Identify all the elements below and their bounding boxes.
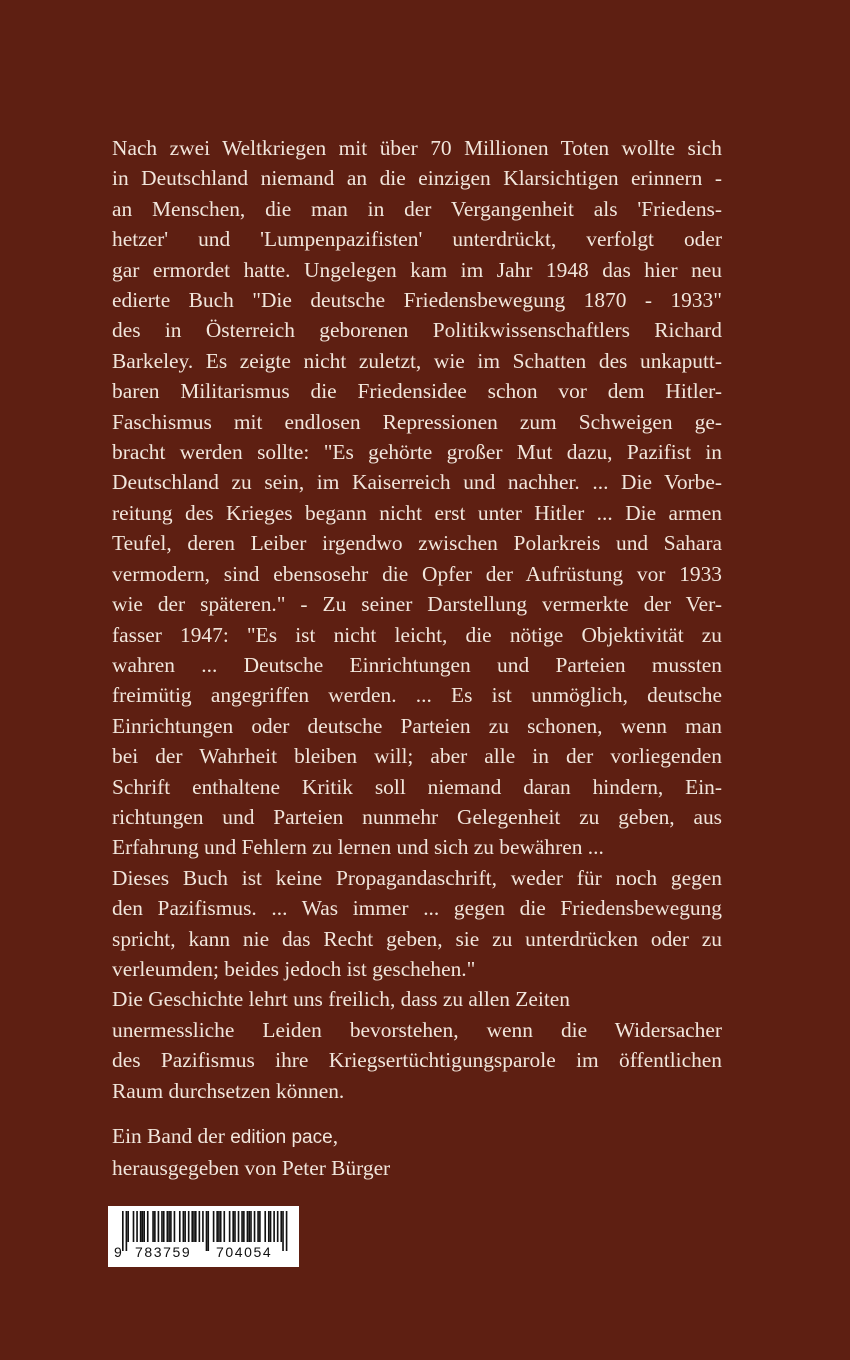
barcode-bar — [142, 1211, 144, 1242]
barcode-bar — [127, 1211, 129, 1242]
isbn-group-right: 704054 — [216, 1244, 273, 1260]
barcode-bar — [147, 1211, 149, 1242]
barcode-bar — [184, 1211, 186, 1242]
blurb-line: Teufel, deren Leiber irgendwo zwischen Polarkreis und Sahara — [112, 531, 722, 556]
blurb-line: den Pazifismus. ... Was immer ... gegen die Friedensbewegung — [112, 896, 722, 921]
barcode-bar — [213, 1211, 215, 1242]
barcode-bar — [268, 1211, 270, 1242]
barcode-bar — [243, 1211, 245, 1242]
barcode-bar — [161, 1211, 163, 1242]
isbn-number — [108, 1244, 299, 1264]
blurb-line: verleumden; beides jedoch ist geschehen." — [112, 956, 476, 981]
blurb-line: reitung des Krieges begann nicht erst unter Hitler ... Die armen — [112, 500, 722, 525]
series-suffix: , — [332, 1124, 339, 1148]
blurb-line: in Deutschland niemand an die einzigen Klarsichtigen erinnern - — [112, 166, 722, 191]
blurb-line: Die Geschichte lehrt uns freilich, dass zu allen Zeiten — [112, 987, 570, 1012]
barcode-bar — [188, 1211, 190, 1242]
barcode-bar — [193, 1211, 195, 1242]
blurb-line: Faschismus mit endlosen Repressionen zum Schweigen ge- — [112, 409, 722, 434]
barcode-bar — [136, 1211, 138, 1242]
blurb-line: Barkeley. Es zeigte nicht zuletzt, wie im Schatten des unkaputt- — [112, 348, 722, 373]
blurb-line: richtungen und Parteien nunmehr Gelegenheit zu geben, aus — [112, 804, 722, 829]
blurb-line: Schrift enthaltene Kritik soll niemand daran hindern, Ein- — [112, 774, 722, 799]
series-editor: herausgegeben von Peter Bürger — [112, 1156, 391, 1180]
blurb-line: bracht werden sollte: "Es gehörte großer Mut dazu, Pazifist in — [112, 440, 722, 465]
barcode-bar — [143, 1211, 145, 1242]
blurb-line: Dieses Buch ist keine Propagandaschrift, weder für noch gegen — [112, 865, 722, 890]
blurb-line: wie der späteren." - Zu seiner Darstellung vermerkte der Ver- — [112, 592, 722, 617]
blurb-line: edierte Buch "Die deutsche Friedensbewegung 1870 - 1933" — [112, 288, 722, 313]
barcode-bar — [183, 1211, 185, 1242]
barcode-bar — [241, 1211, 243, 1242]
barcode-bar — [220, 1211, 222, 1242]
barcode-bar — [270, 1211, 272, 1242]
blurb-line: spricht, kann nie das Recht geben, sie zu unterdrücken oder zu — [112, 926, 722, 951]
blurb-line: des in Österreich geborenen Politikwissenschaftlers Richard — [112, 318, 722, 343]
barcode-bar — [216, 1211, 218, 1242]
blurb-line: hetzer' und 'Lumpenpazifisten' unterdrückt, verfolgt oder — [112, 227, 722, 252]
barcode-bar — [247, 1211, 249, 1242]
barcode-bar — [273, 1211, 275, 1242]
series-line — [112, 1121, 612, 1153]
blurb-line: vermodern, sind ebensosehr die Opfer der Aufrüstung vor 1933 — [112, 561, 722, 586]
blurb-line: gar ermordet hatte. Ungelegen kam im Jahr 1948 das hier neu — [112, 257, 722, 282]
blurb-line: unermessliche Leiden bevorstehen, wenn die Widersacher — [112, 1017, 722, 1042]
barcode-bar — [133, 1211, 135, 1242]
barcode-bar — [280, 1211, 282, 1242]
barcode-bar — [179, 1211, 181, 1242]
blurb-line: Erfahrung und Fehlern zu lernen und sich zu bewähren ... — [112, 835, 604, 860]
barcode-bar — [202, 1211, 204, 1242]
blurb-line: bei der Wahrheit bleiben will; aber alle in der vorliegenden — [112, 744, 722, 769]
barcode-bar — [229, 1211, 231, 1242]
barcode-bar — [218, 1211, 220, 1242]
barcode-bar — [199, 1211, 201, 1242]
barcode-bar — [234, 1211, 236, 1242]
blurb-line: Raum durchsetzen können. — [112, 1078, 345, 1103]
barcode-bar — [163, 1211, 165, 1242]
blurb-line: wahren ... Deutsche Einrichtungen und Parteien mussten — [112, 652, 722, 677]
blurb-line: baren Militarismus die Friedensidee schon vor dem Hitler- — [112, 379, 722, 404]
blurb-line: freimütig angegriffen werden. ... Es ist unmöglich, deutsche — [112, 683, 722, 708]
barcode-bar — [264, 1211, 266, 1242]
barcode-bar — [232, 1211, 234, 1242]
barcode-bar — [191, 1211, 193, 1242]
series-brand: edition pace — [230, 1127, 333, 1148]
barcode-bar — [158, 1211, 160, 1242]
series-prefix: Ein Band der — [112, 1124, 231, 1148]
series-note — [112, 1121, 612, 1184]
barcode-bar — [170, 1211, 172, 1242]
barcode-bar — [168, 1211, 170, 1242]
barcode-bar — [152, 1211, 154, 1242]
barcode-bar — [174, 1211, 176, 1242]
barcode-bar — [238, 1211, 240, 1242]
blurb-text — [112, 133, 722, 1106]
barcode-bar — [277, 1211, 279, 1242]
barcode-bar — [259, 1211, 261, 1242]
blurb-line: Nach zwei Weltkriegen mit über 70 Millionen Toten wollte sich — [112, 136, 722, 160]
barcode-bar — [195, 1211, 197, 1242]
blurb-line: fasser 1947: "Es ist nicht leicht, die nötige Objektivität zu — [112, 622, 722, 647]
barcode-bar — [250, 1211, 252, 1242]
barcode-bar — [223, 1211, 225, 1242]
blurb-line: an Menschen, die man in der Vergangenheit als 'Friedens- — [112, 196, 722, 221]
blurb-line: Einrichtungen oder deutsche Parteien zu schonen, wenn man — [112, 713, 722, 738]
barcode-bar — [254, 1211, 256, 1242]
isbn-barcode — [108, 1206, 299, 1267]
barcode-bar — [167, 1211, 169, 1242]
barcode-bar — [248, 1211, 250, 1242]
barcode-bar — [140, 1211, 142, 1242]
isbn-group-left: 783759 — [135, 1244, 192, 1260]
blurb-line: Deutschland zu sein, im Kaiserreich und nachher. ... Die Vorbe- — [112, 470, 722, 495]
blurb-line: des Pazifismus ihre Kriegsertüchtigungsparole im öffentlichen — [112, 1048, 722, 1073]
isbn-digit-first: 9 — [114, 1244, 124, 1260]
barcode-bar — [154, 1211, 156, 1242]
barcode-bar — [257, 1211, 259, 1242]
